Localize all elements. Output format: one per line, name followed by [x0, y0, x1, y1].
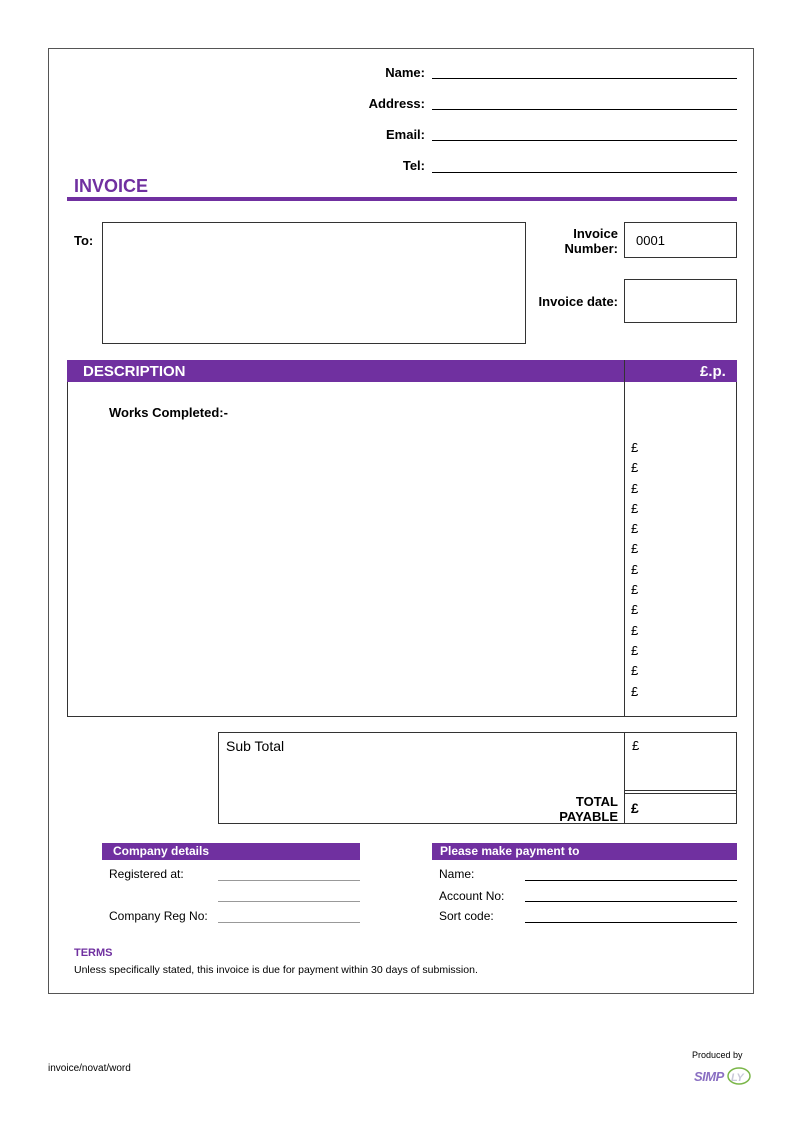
sort-code-field[interactable]: [525, 922, 737, 923]
footer-reference: invoice/novat/word: [48, 1063, 131, 1074]
amount-row[interactable]: £: [631, 500, 639, 516]
amount-row[interactable]: £: [631, 440, 639, 455]
address-field[interactable]: [432, 109, 737, 110]
amount-column: [631, 438, 671, 702]
amount-row[interactable]: £: [631, 683, 639, 699]
payment-header: Please make payment to: [432, 843, 737, 860]
subtotal-separator: [625, 790, 737, 791]
registered-at-label: Registered at:: [109, 867, 184, 881]
svg-text:LY: LY: [731, 1072, 744, 1084]
email-field[interactable]: [432, 140, 737, 141]
company-details-header: Company details: [102, 843, 360, 860]
invoice-number-label: [540, 226, 618, 256]
sort-code-label: Sort code:: [439, 909, 494, 923]
account-no-label: Account No:: [439, 889, 505, 903]
registered-at-field-2[interactable]: [218, 901, 360, 902]
invoice-number-label-line2: Number:: [564, 241, 618, 256]
amount-row[interactable]: £: [631, 622, 639, 638]
title-divider: [67, 197, 737, 201]
amount-row[interactable]: £: [631, 541, 639, 557]
amount-row[interactable]: £: [631, 521, 639, 537]
to-address-box[interactable]: [102, 222, 526, 344]
subtotal-label: Sub Total: [226, 738, 285, 754]
terms-text: Unless specifically stated, this invoice is due for payment within 30 days of submission.: [74, 964, 478, 976]
amount-column-divider: [624, 360, 625, 717]
total-label-line1: TOTAL: [575, 794, 618, 809]
amount-row[interactable]: £: [631, 602, 639, 618]
produced-by-label: Produced by: [692, 1050, 743, 1060]
amount-row[interactable]: £: [631, 480, 639, 496]
amount-row[interactable]: £: [631, 663, 639, 679]
tel-field[interactable]: [432, 172, 737, 173]
tel-label: Tel:: [402, 158, 425, 173]
invoice-number-value: 0001: [636, 233, 665, 248]
totals-box: [218, 732, 737, 824]
logo-mark: [693, 1064, 753, 1088]
invoice-date-label: Invoice date:: [538, 294, 618, 309]
payment-name-field[interactable]: [525, 880, 737, 881]
address-label: Address:: [368, 96, 425, 111]
account-no-field[interactable]: [525, 901, 737, 902]
totals-divider: [624, 732, 625, 824]
description-header: DESCRIPTION: [83, 363, 186, 380]
email-label: Email:: [385, 127, 425, 142]
total-separator: [625, 793, 737, 794]
name-field[interactable]: [432, 78, 737, 79]
total-label-line2: PAYABLE: [559, 809, 618, 824]
invoice-date-box[interactable]: [624, 279, 737, 323]
name-label: Name:: [385, 65, 425, 80]
works-completed-label: Works Completed:-: [109, 405, 228, 420]
subtotal-currency[interactable]: £: [632, 738, 640, 753]
to-label: To:: [74, 233, 94, 248]
payment-name-label: Name:: [439, 867, 475, 881]
terms-title: TERMS: [74, 947, 113, 959]
amount-row[interactable]: £: [631, 582, 639, 598]
amount-row[interactable]: £: [631, 642, 639, 658]
invoice-number-label-line1: Invoice: [573, 226, 618, 241]
company-reg-no-field[interactable]: [218, 922, 360, 923]
amount-row[interactable]: £: [631, 561, 639, 577]
amount-header: £.p.: [700, 363, 726, 380]
total-payable-label: [500, 794, 618, 824]
simply-docs-logo: [693, 1064, 753, 1092]
company-reg-no-label: Company Reg No:: [109, 909, 208, 923]
invoice-title: INVOICE: [74, 176, 149, 196]
total-currency[interactable]: £: [631, 800, 639, 816]
svg-text:SIMP: SIMP: [694, 1069, 724, 1084]
registered-at-field-1[interactable]: [218, 880, 360, 881]
amount-row[interactable]: £: [631, 460, 639, 476]
